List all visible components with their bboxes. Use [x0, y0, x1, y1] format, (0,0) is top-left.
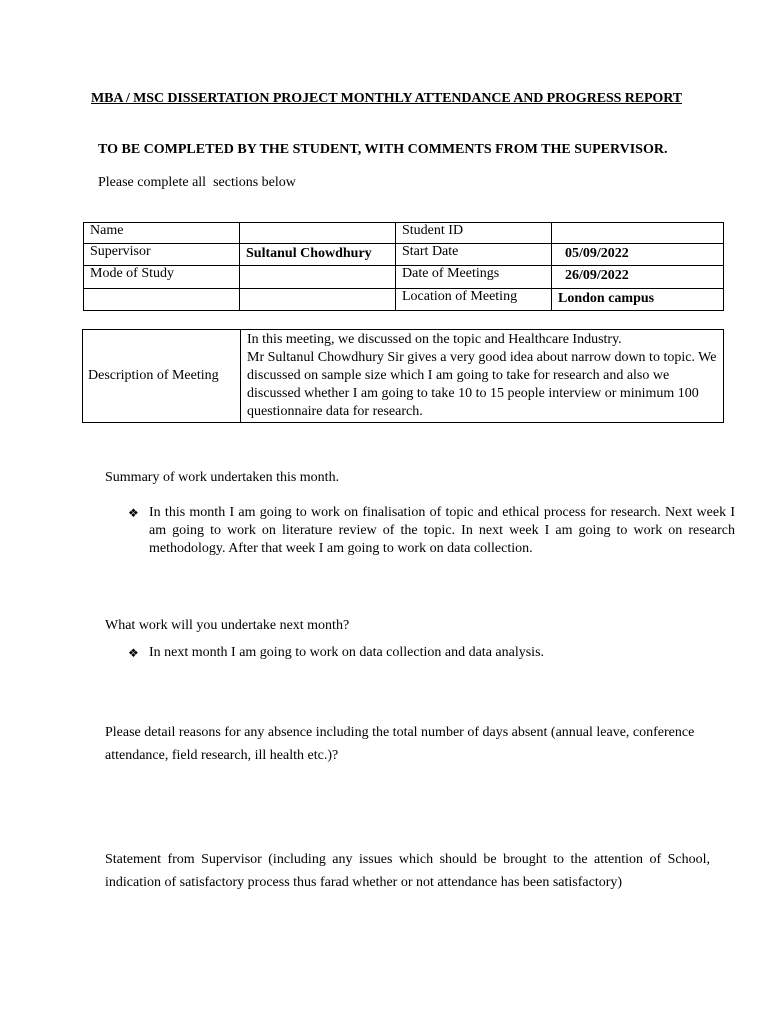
summary-heading: Summary of work undertaken this month.: [105, 470, 340, 485]
summary-bullet-text[interactable]: In this month I am going to work on finalisation of topic and ethical process for research. Next week I am going to work on literature review of the topic. In next week I am going to work on research methodology. After that week I am going to work on data collection.: [149, 505, 735, 556]
empty-label-cell: [84, 288, 240, 311]
table-row: [84, 266, 724, 289]
report-title: MBA / MSC DISSERTATION PROJECT MONTHLY ATTENDANCE AND PROGRESS REPORT: [91, 91, 682, 106]
mode-of-study-label: Mode of Study: [84, 266, 240, 289]
mode-of-study-value[interactable]: [240, 266, 396, 289]
table-row: [84, 223, 724, 244]
location-value[interactable]: London campus: [552, 288, 724, 311]
diamond-bullet-icon: ❖: [128, 646, 139, 660]
location-label: Location of Meeting: [396, 288, 552, 311]
meeting-description-line1: In this meeting, we discussed on the topic and Healthcare Industry.: [247, 332, 622, 347]
supervisor-label: Supervisor: [84, 243, 240, 266]
name-value[interactable]: [240, 223, 396, 244]
meeting-description-line2: Mr Sultanul Chowdhury Sir gives a very good idea about narrow down to topic. We discussed on sample size which I am going to take for research and also we discussed whether I am going to take 10 to 15 people interview or minimum 100 questionnaire data for research.: [247, 350, 717, 419]
name-label: Name: [84, 223, 240, 244]
report-subtitle: TO BE COMPLETED BY THE STUDENT, WITH COMMENTS FROM THE SUPERVISOR.: [98, 142, 668, 157]
next-month-bullet-text[interactable]: In next month I am going to work on data collection and data analysis.: [149, 645, 545, 660]
summary-bullet-item: [128, 504, 735, 558]
diamond-bullet-icon: ❖: [128, 506, 139, 520]
meeting-description-table: [82, 329, 724, 423]
meeting-description-text[interactable]: [241, 330, 724, 423]
next-month-bullet-item: [128, 644, 735, 662]
next-month-heading: What work will you undertake next month?: [105, 618, 350, 633]
instructions-text: Please complete all sections below: [98, 175, 296, 190]
start-date-label: Start Date: [396, 243, 552, 266]
student-info-table: [83, 222, 724, 311]
supervisor-value[interactable]: Sultanul Chowdhury: [240, 243, 396, 266]
table-row: [84, 288, 724, 311]
date-of-meetings-value[interactable]: 26/09/2022: [552, 266, 724, 289]
meeting-description-label: Description of Meeting: [83, 330, 241, 423]
table-row: [84, 243, 724, 266]
absence-question: Please detail reasons for any absence including the total number of days absent (annual leave, conference attendance, field research, ill health etc.)?: [105, 725, 695, 763]
student-id-value[interactable]: [552, 223, 724, 244]
start-date-value[interactable]: 05/09/2022: [552, 243, 724, 266]
empty-value-cell[interactable]: [240, 288, 396, 311]
date-of-meetings-label: Date of Meetings: [396, 266, 552, 289]
table-row: [83, 330, 724, 423]
supervisor-statement-question: Statement from Supervisor (including any issues which should be brought to the attention of School, indication of satisfactory process thus farad whether or not attendance has been satisfactory): [105, 852, 710, 890]
student-id-label: Student ID: [396, 223, 552, 244]
